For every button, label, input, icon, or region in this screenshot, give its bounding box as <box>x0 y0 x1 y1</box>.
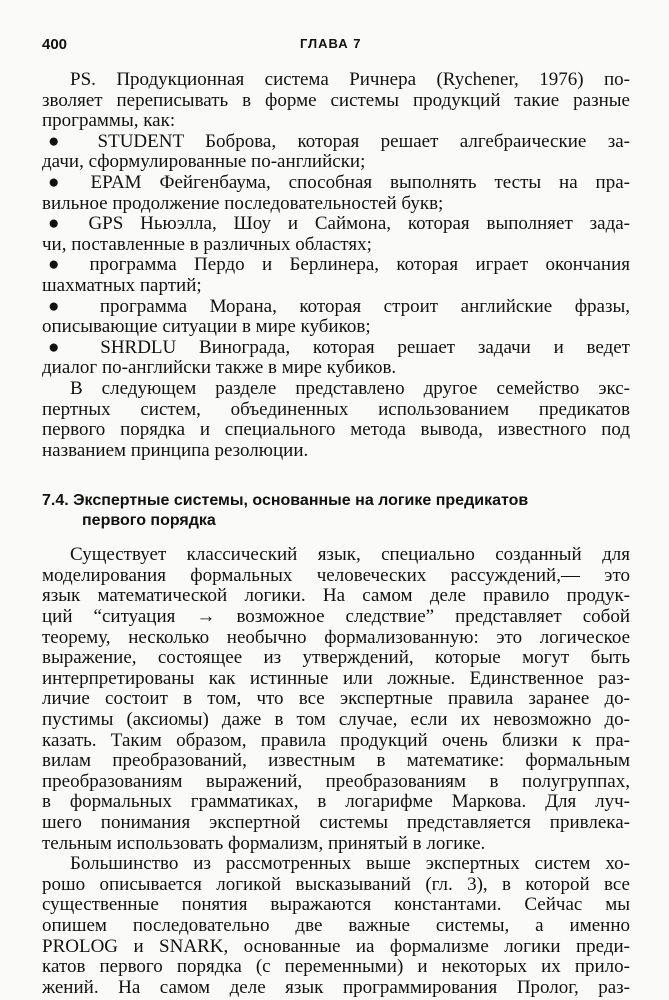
text-line: PS. Продукционная система Ричнера (Rychener, 1976) по- <box>70 69 630 90</box>
text-line: первого порядка и специального метода вывода, известного под <box>42 419 630 441</box>
text-line: катов первого порядка (с переменными) и некоторых их прило- <box>42 956 630 978</box>
text-line: диалог по-английски также в мире кубиков. <box>42 357 397 379</box>
text-line: В следующем разделе представлено другое семейство экс- <box>70 377 630 399</box>
text-line: преобразованиям выражений, преобразованиям в полугруппах, <box>42 770 630 792</box>
text-line: вильное продолжение последовательностей букв; <box>42 192 444 214</box>
text-line: Большинство из рассмотренных выше экспертных систем хо- <box>70 853 630 875</box>
text-line: PROLOG и SNARK, основанные иа формализме логики преди- <box>42 935 630 957</box>
text-line: описывающие ситуации в мире кубиков; <box>42 316 371 338</box>
text-line: тельным использовать формализм, принятый в логике. <box>42 832 486 854</box>
chapter-title: ГЛАВА 7 <box>300 36 362 51</box>
text-line: жений. На самом деле язык программирования Пролог, раз- <box>42 976 630 998</box>
running-header <box>42 36 628 58</box>
text-line: вилам преобразований, известным в математике: формальным <box>42 750 630 772</box>
text-line: язык математической логики. На самом деле правило продук- <box>42 585 630 607</box>
text-line: Существует классический язык, специально созданный для <box>70 544 630 566</box>
text-line: зволяет переписывать в форме системы продукций такие разные <box>42 89 630 111</box>
text-line: шего понимания экспертной системы представляется привлека- <box>42 812 630 833</box>
text-line: интерпретированы как истинные или ложные. Единственное раз- <box>42 667 630 689</box>
text-line: теорему, несколько необычно формализованную: это логическое <box>42 626 630 648</box>
text-line: программы, как: <box>42 110 176 132</box>
text-line: пустимы (аксиомы) даже в том случае, если их невозможно до- <box>42 709 630 731</box>
page-body <box>42 70 630 998</box>
text-line: чи, поставленные в различных областях; <box>42 233 372 255</box>
text-line: пертных систем, объединенных использованием предикатов <box>42 398 630 420</box>
text-line: ● программа Пердо и Берлинера, которая играет окончания <box>48 254 630 276</box>
text-line: личие состоит в том, что все экспертные правила заранее до- <box>42 688 630 710</box>
text-line: ● EPAM Фейгенбаума, способная выполнять тесты на пра- <box>48 171 630 193</box>
text-line: опишем последовательно две важные системы, а именно <box>42 914 630 936</box>
text-line: ● GPS Ньюэлла, Шоу и Саймона, которая выполняет зада- <box>48 213 630 235</box>
section-heading <box>42 491 630 531</box>
section-body-block <box>42 545 630 998</box>
text-line: выражение, состоящее из утверждений, которые могут быть <box>42 647 630 669</box>
section-heading-line: первого порядка <box>82 512 216 530</box>
text-line: названием принципа резолюции. <box>42 439 309 461</box>
text-line: ● STUDENT Боброва, которая решает алгебраические за- <box>48 130 630 152</box>
text-line: ● программа Морана, которая строит английские фразы, <box>48 295 630 317</box>
text-line: существенные понятия выражаются константами. Сейчас мы <box>42 894 630 916</box>
text-line: дачи, сформулированные по-английски; <box>42 151 366 173</box>
text-line: шахматных партий; <box>42 274 202 296</box>
text-line: ● SHRDLU Винограда, которая решает задачи и ведет <box>48 336 630 358</box>
text-line: ций “ситуация → возможное следствие” представляет собой <box>42 606 630 628</box>
page-number: 400 <box>42 36 68 53</box>
ps-paragraph-block <box>42 70 630 461</box>
text-line: в формальных грамматиках, в логарифме Маркова. Для луч- <box>42 791 630 813</box>
text-line: моделирования формальных человеческих рассуждений,— это <box>42 564 630 586</box>
text-line: казать. Таким образом, правила продукций очень близки к пра- <box>42 729 630 751</box>
section-heading-line: 7.4. Экспертные системы, основанные на логике предикатов <box>42 492 529 510</box>
text-line: рошо описывается логикой высказываний (гл. 3), в которой все <box>42 873 630 895</box>
